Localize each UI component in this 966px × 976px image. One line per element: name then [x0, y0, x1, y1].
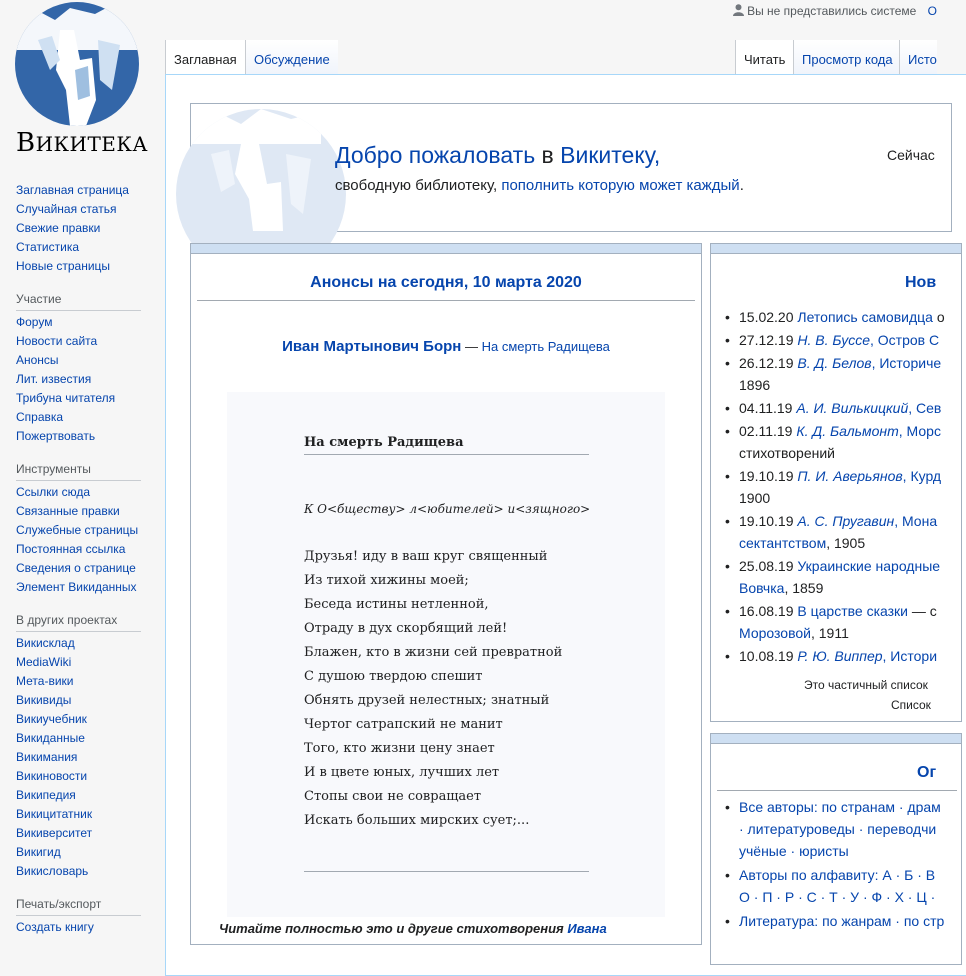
list-item-row — [739, 532, 965, 554]
poem-dedication: К О<бществу> л<юбителей> и<зящного> — [304, 502, 591, 516]
item-link[interactable]: Морозовой — [739, 625, 811, 641]
list-item — [725, 645, 965, 667]
work-link[interactable]: На смерть Радищева — [481, 339, 610, 354]
sidebar-project-item-1[interactable]: MediaWiki — [16, 655, 72, 669]
list-item — [725, 600, 965, 644]
list-item — [725, 329, 965, 351]
list-item — [725, 352, 965, 396]
item-date: 02.11.19 — [739, 423, 793, 439]
item-date: 26.12.19 — [739, 355, 794, 371]
author-link[interactable]: Иван Мартынович Борн — [282, 338, 462, 355]
item-link[interactable]: Вовчка — [739, 580, 785, 596]
item-link[interactable]: В царстве сказки — [797, 603, 909, 619]
item-detail: , 1905 — [826, 535, 866, 551]
list-item-row — [739, 465, 965, 487]
sidebar-project-item-8[interactable]: Википедия — [16, 788, 76, 802]
item-detail: , 1911 — [810, 625, 849, 641]
sidebar-print — [16, 918, 151, 937]
item-title[interactable]: о — [932, 309, 945, 325]
list-item — [725, 420, 965, 464]
announcement-heading: Иван Мартынович Борн — На смерть Радищева — [282, 338, 610, 355]
sidebar-participation-item-5[interactable]: Справка — [16, 410, 64, 424]
sidebar-project-item-12[interactable]: Викисловарь — [16, 864, 89, 878]
list-item — [725, 796, 944, 862]
sidebar-heading-participation[interactable]: Участие — [16, 288, 141, 311]
item-title[interactable]: , Историче — [871, 355, 942, 371]
item-link[interactable]: Н. В. Буссе — [797, 332, 870, 348]
sidebar-heading-projects[interactable]: В других проектах — [16, 609, 141, 632]
item-detail: 1896 — [739, 377, 771, 393]
sidebar-heading-tools[interactable]: Инструменты — [16, 458, 141, 481]
list-item-row — [739, 329, 965, 351]
poem-line: Обнять друзей нелестных; знатный — [304, 693, 550, 708]
not-logged-in-text: Вы не представились системе — [747, 4, 917, 18]
panel-header-bar — [711, 734, 961, 744]
sidebar-tools-item-2[interactable]: Служебные страницы — [16, 523, 139, 537]
sidebar-nav-item-4[interactable]: Новые страницы — [16, 259, 111, 273]
contribute-link[interactable]: пополнить которую может каждый — [501, 177, 740, 194]
list-item-row — [739, 442, 965, 464]
list-item-row — [739, 622, 965, 644]
sidebar-participation-item-0[interactable]: Форум — [16, 315, 53, 329]
sidebar-participation-item-3[interactable]: Лит. известия — [16, 372, 92, 386]
list-item-row — [739, 397, 965, 419]
item-title[interactable]: , Сев — [908, 400, 942, 416]
list-item — [725, 397, 965, 419]
item-date: 27.12.19 — [739, 332, 794, 348]
list-item-row — [739, 352, 965, 374]
sidebar-tools-item-0[interactable]: Ссылки сюда — [16, 485, 90, 499]
sidebar-nav-item-3[interactable]: Статистика — [16, 240, 80, 254]
list-item-row — [739, 600, 965, 622]
sidebar-nav-item-2[interactable]: Свежие правки — [16, 221, 101, 235]
sidebar-project-item-9[interactable]: Викицитатник — [16, 807, 93, 821]
item-title[interactable]: , Остров С — [870, 332, 940, 348]
sidebar-tools-item-5[interactable]: Элемент Викиданных — [16, 580, 137, 594]
announcements-panel — [190, 243, 702, 945]
item-date: 04.11.19 — [739, 400, 793, 416]
divider — [304, 871, 589, 872]
poem-line: Друзья! иду в ваш круг священный — [304, 549, 548, 564]
new-texts-title[interactable]: Нов — [905, 274, 937, 291]
announcements-title[interactable]: Анонсы на сегодня, 10 марта 2020 — [197, 274, 695, 301]
sidebar-participation-item-6[interactable]: Пожертвовать — [16, 429, 96, 443]
poem-line: И в цвете юных, лучших лет — [304, 765, 500, 780]
item-link[interactable]: В. Д. Белов — [797, 355, 872, 371]
poem-title: На смерть Радищева — [304, 435, 589, 455]
contents-link-row[interactable]: О · П · Р · С · Т · У · Ф · Х · Ц · — [739, 889, 936, 905]
list-item — [725, 910, 944, 932]
item-date: 16.08.19 — [739, 603, 794, 619]
sidebar-project-item-5[interactable]: Викиданные — [16, 731, 85, 745]
item-title[interactable]: — с — [908, 603, 937, 619]
item-title[interactable]: , Мона — [894, 513, 938, 529]
wikisource-watermark-icon — [191, 104, 321, 231]
item-title[interactable]: , Морс — [898, 423, 941, 439]
sidebar-heading-print[interactable]: Печать/экспорт — [16, 893, 141, 916]
item-date: 25.08.19 — [739, 558, 794, 574]
item-link[interactable]: Летопись самовидца — [797, 309, 933, 325]
sidebar-nav-item-1[interactable]: Случайная статья — [16, 202, 117, 216]
item-title[interactable]: , Истори — [882, 648, 938, 664]
sidebar-tools-item-4[interactable]: Сведения о странице — [16, 561, 136, 575]
list-item — [725, 864, 944, 908]
sidebar-navigation — [16, 181, 151, 276]
sidebar-project-item-0[interactable]: Викисклад — [16, 636, 75, 650]
tab-main-page[interactable]: Заглавная — [165, 40, 245, 74]
contents-link-row[interactable]: учёные · юристы — [739, 843, 849, 859]
panel-header-bar — [191, 244, 701, 254]
welcome-banner — [190, 103, 952, 232]
list-item-row — [739, 645, 965, 667]
sidebar-tools — [16, 483, 151, 597]
tab-talk[interactable]: Обсуждение — [245, 40, 338, 74]
now-label: Сейчас — [887, 147, 935, 163]
item-detail: стихотворений — [739, 445, 835, 461]
new-texts-panel — [710, 243, 962, 722]
item-detail: 1900 — [739, 490, 771, 506]
sidebar-nav-item-0[interactable]: Заглавная страница — [16, 183, 129, 197]
sidebar-project-item-3[interactable]: Викивиды — [16, 693, 72, 707]
login-link[interactable]: О — [927, 4, 937, 18]
read-more: Читайте полностью это и другие стихотворения Ивана — [219, 921, 607, 936]
read-more-link[interactable]: Ивана — [567, 921, 607, 936]
item-link[interactable]: Украинские народные — [797, 558, 941, 574]
item-detail: , 1859 — [784, 580, 824, 596]
contents-list — [725, 796, 944, 934]
poem-line: Из тихой хижины моей; — [304, 573, 469, 588]
partial-list-note: Это частичный список — [804, 678, 928, 692]
list-item-row — [739, 577, 965, 599]
poem-line: Отраду в дух скорбящий лей! — [304, 621, 508, 636]
list-item — [725, 510, 965, 554]
sidebar-project-item-6[interactable]: Викимания — [16, 750, 78, 764]
list-item-row — [739, 510, 965, 532]
new-texts-list — [725, 306, 965, 668]
contents-link-row[interactable]: • Авторы по алфавиту: А · Б · В — [739, 867, 936, 883]
poem-line: С душою твердою спешит — [304, 669, 483, 684]
sidebar-participation — [16, 313, 151, 446]
sidebar-project-item-4[interactable]: Викиучебник — [16, 712, 87, 726]
list-item — [725, 465, 965, 509]
sidebar-participation-item-4[interactable]: Трибуна читателя — [16, 391, 116, 405]
panel-header-bar — [711, 244, 961, 254]
list-item — [725, 555, 965, 599]
contents-link-row[interactable]: · литературоведы · переводчи — [739, 821, 937, 837]
poem-line: Стопы свои не совращает — [304, 789, 482, 804]
sidebar-projects — [16, 634, 151, 881]
poem-line: Того, кто жизни цену знает — [304, 741, 495, 756]
wikisource-logo-icon — [0, 0, 160, 128]
item-date: 10.08.19 — [739, 648, 794, 664]
sidebar-tools-item-3[interactable]: Постоянная ссылка — [16, 542, 126, 556]
poem-line: Искать больших мирских сует;... — [304, 813, 530, 828]
item-link[interactable]: сектантством — [739, 535, 827, 551]
item-date: 19.10.19 — [739, 513, 794, 529]
divider — [717, 790, 957, 791]
contents-link-row[interactable]: • Литература: по жанрам · по стр — [739, 913, 945, 929]
contents-link-row[interactable]: • Все авторы: по странам · драм — [739, 799, 941, 815]
poem-line: Блажен, кто в жизни сей превратной — [304, 645, 563, 660]
welcome-title: Добро пожаловать в Викитеку, — [335, 142, 661, 168]
sidebar-participation-item-2[interactable]: Анонсы — [16, 353, 59, 367]
item-date: 19.10.19 — [739, 468, 794, 484]
list-item — [725, 306, 965, 328]
list-note: Список — [891, 698, 931, 712]
contents-panel — [710, 733, 962, 965]
welcome-subtitle: свободную библиотеку, пополнить которую может каждый. — [335, 177, 744, 194]
user-icon — [733, 4, 747, 18]
poem-lines — [304, 547, 562, 835]
tab-read[interactable]: Читать — [735, 40, 793, 74]
sidebar-project-item-2[interactable]: Мета-вики — [16, 674, 74, 688]
item-date: 15.02.20 — [739, 309, 794, 325]
logo[interactable] — [0, 0, 160, 160]
list-item-row — [739, 420, 965, 442]
item-link[interactable]: Р. Ю. Виппер — [797, 648, 883, 664]
tab-view-source[interactable]: Просмотр кода — [793, 40, 901, 74]
list-item-row — [739, 487, 965, 509]
item-link[interactable]: А. С. Пругавин — [797, 513, 895, 529]
logo-text: ВИКИТЕКА — [16, 128, 149, 158]
item-link[interactable]: К. Д. Бальмонт — [796, 423, 899, 439]
item-link[interactable]: П. И. Аверьянов — [797, 468, 903, 484]
sidebar-project-item-10[interactable]: Викиверситет — [16, 826, 93, 840]
sidebar-project-item-7[interactable]: Викиновости — [16, 769, 88, 783]
item-title[interactable]: , Курд — [902, 468, 942, 484]
sidebar-print-item-0[interactable]: Создать книгу — [16, 920, 94, 934]
personal-tools — [733, 4, 937, 18]
list-item-row — [739, 306, 965, 328]
welcome-link[interactable]: Добро пожаловать — [335, 142, 536, 168]
contents-title[interactable]: Ог — [917, 764, 937, 781]
sidebar — [16, 181, 151, 937]
item-link[interactable]: А. И. Вилькицкий — [796, 400, 909, 416]
poem-line: Беседа истины нетленной, — [304, 597, 489, 612]
sidebar-tools-item-1[interactable]: Связанные правки — [16, 504, 120, 518]
wikisource-link[interactable]: Викитеку, — [560, 142, 661, 168]
sidebar-project-item-11[interactable]: Викигид — [16, 845, 61, 859]
list-item-row — [739, 555, 965, 577]
sidebar-participation-item-1[interactable]: Новости сайта — [16, 334, 98, 348]
list-item-row — [739, 374, 965, 396]
poem-line: Чертог сатрапский не манит — [304, 717, 503, 732]
poem-box — [227, 392, 665, 917]
tab-history[interactable]: Исто — [899, 40, 937, 74]
